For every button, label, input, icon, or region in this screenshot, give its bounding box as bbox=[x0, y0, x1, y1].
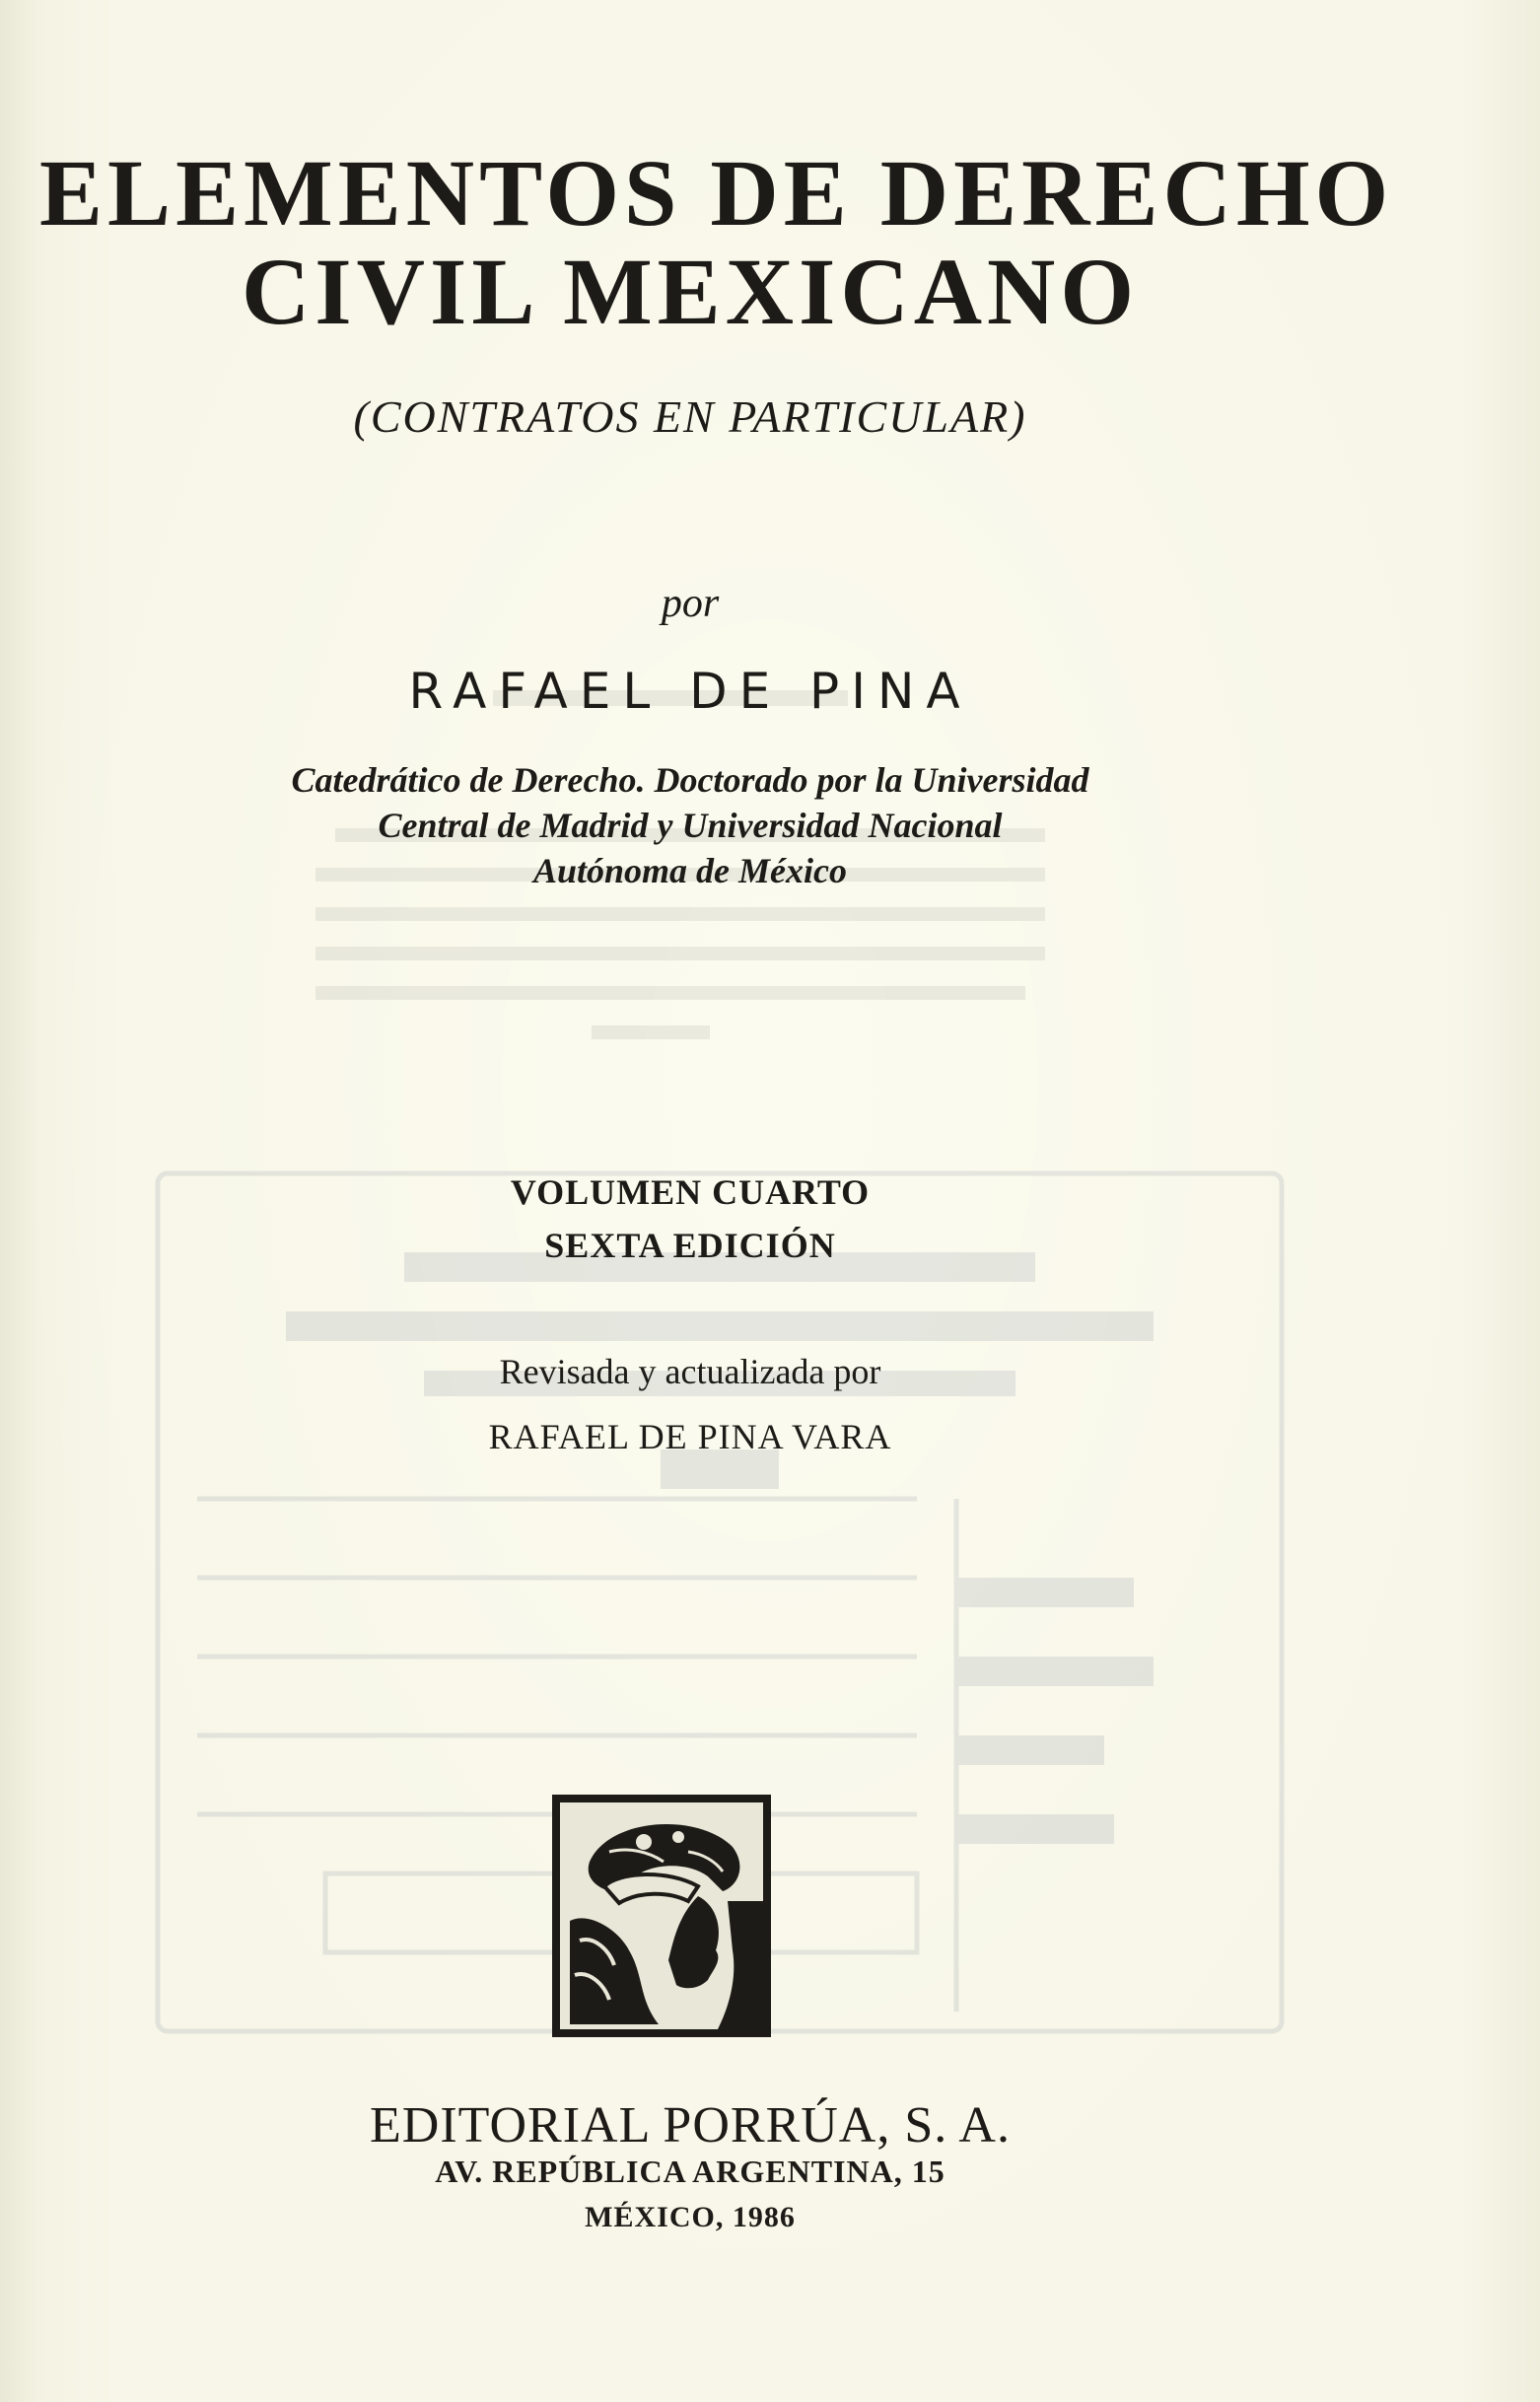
book-title-line-1: ELEMENTOS DE DERECHO bbox=[39, 140, 1394, 246]
book-subtitle: (CONTRATOS EN PARTICULAR) bbox=[353, 391, 1027, 442]
author-credentials-line-1: Catedrático de Derecho. Doctorado por la Universidad bbox=[291, 760, 1089, 800]
edition-label: SEXTA EDICIÓN bbox=[544, 1226, 836, 1265]
publisher-city-year: MÉXICO, 1986 bbox=[585, 2201, 796, 2233]
author-name: RAFAEL DE PINA bbox=[408, 663, 972, 720]
publisher-name: EDITORIAL PORRÚA, S. A. bbox=[370, 2097, 1011, 2154]
volume-label: VOLUMEN CUARTO bbox=[510, 1172, 871, 1212]
author-credentials-line-2: Central de Madrid y Universidad Nacional bbox=[378, 806, 1003, 845]
revised-by-label: Revisada y actualizada por bbox=[499, 1352, 881, 1391]
publisher-emblem-icon bbox=[550, 1793, 773, 2039]
verso-show-through bbox=[256, 680, 1144, 1154]
book-title-line-2: CIVIL MEXICANO bbox=[241, 239, 1140, 344]
reviser-name: RAFAEL DE PINA VARA bbox=[488, 1417, 892, 1456]
by-label: por bbox=[661, 581, 720, 626]
author-credentials-line-3: Autónoma de México bbox=[532, 851, 847, 890]
publisher-address: AV. REPÚBLICA ARGENTINA, 15 bbox=[435, 2154, 945, 2189]
